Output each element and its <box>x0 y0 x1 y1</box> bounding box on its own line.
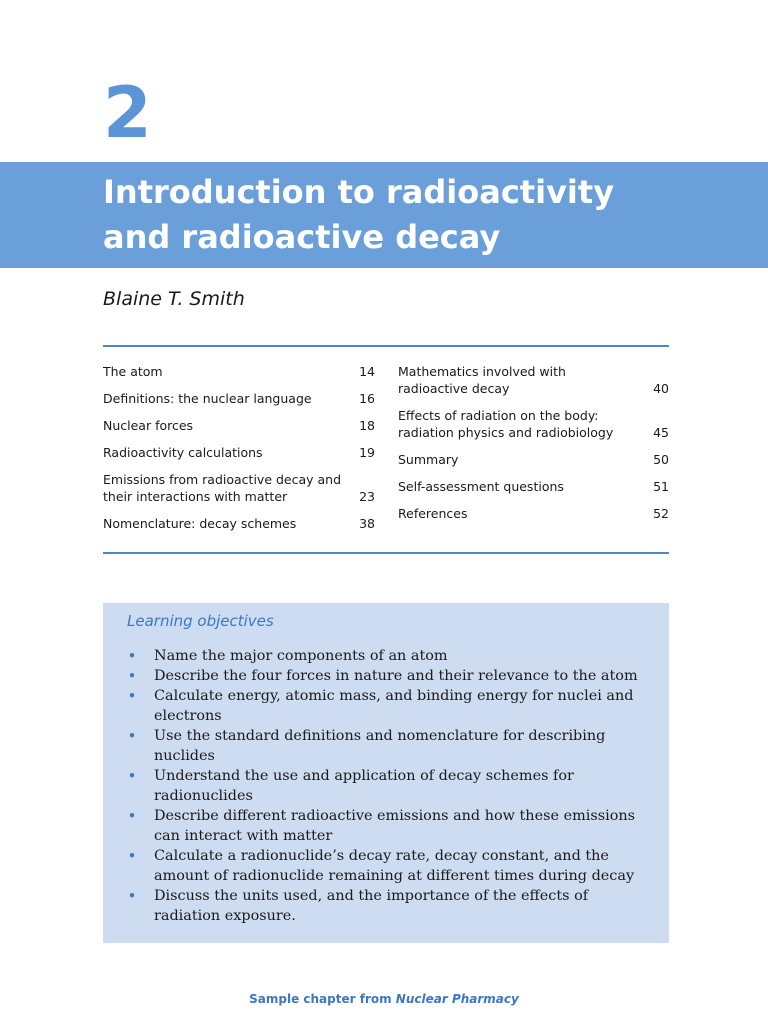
objective-text: Use the standard definitions and nomenclature for describing nuclides <box>154 728 606 764</box>
author-name: Blaine T. Smith <box>103 288 245 310</box>
list-item <box>127 886 652 926</box>
toc-entry-page: 23 <box>359 489 375 504</box>
toc-entry-title: Mathematics involved with radioactive decay <box>398 364 566 396</box>
chapter-title <box>103 170 743 260</box>
toc-entry-page: 51 <box>653 479 669 494</box>
toc-entry-title: Definitions: the nuclear language <box>103 391 312 406</box>
toc-entry[interactable] <box>398 505 669 522</box>
toc-entry[interactable] <box>103 417 375 434</box>
objective-text: Name the major components of an atom <box>154 648 448 664</box>
toc-entry-title: The atom <box>103 364 163 379</box>
toc-top-rule <box>103 345 669 347</box>
footer <box>0 992 768 1006</box>
toc-entry-page: 14 <box>359 364 375 379</box>
toc-entry-page: 40 <box>653 381 669 396</box>
toc-entry-title: Nuclear forces <box>103 418 194 433</box>
toc-entry-title: Radioactivity calculations <box>103 445 263 460</box>
objective-text: Describe different radioactive emissions and how these emissions can interact with matter <box>154 808 636 844</box>
learning-objectives-list <box>127 646 652 926</box>
toc-entry[interactable] <box>398 478 669 495</box>
objective-text: Understand the use and application of decay schemes for radionuclides <box>154 768 574 804</box>
toc-entry-page: 52 <box>653 506 669 521</box>
toc-right-column <box>398 363 669 532</box>
list-item <box>127 666 652 686</box>
toc-entry[interactable] <box>103 515 375 532</box>
toc-entry-page: 16 <box>359 391 375 406</box>
toc-entry[interactable] <box>398 407 669 441</box>
bullet-icon: • <box>127 807 137 825</box>
toc-entry[interactable] <box>103 444 375 461</box>
footer-prefix: Sample chapter from <box>249 992 396 1006</box>
objective-text: Calculate energy, atomic mass, and binding energy for nuclei and electrons <box>154 688 634 724</box>
list-item <box>127 766 652 806</box>
bullet-icon: • <box>127 667 137 685</box>
toc-entry[interactable] <box>398 451 669 468</box>
objective-text: Calculate a radionuclide’s decay rate, decay constant, and the amount of radionuclide remaining at different times during decay <box>154 848 635 884</box>
bullet-icon: • <box>127 767 137 785</box>
list-item <box>127 726 652 766</box>
list-item <box>127 806 652 846</box>
toc-entry-title: Emissions from radioactive decay and their interactions with matter <box>103 472 342 504</box>
toc-bottom-rule <box>103 552 669 554</box>
toc-entry-page: 19 <box>359 445 375 460</box>
toc-entry[interactable] <box>103 471 375 505</box>
objective-text: Discuss the units used, and the importance of the effects of radiation exposure. <box>154 888 589 924</box>
toc-entry-page: 50 <box>653 452 669 467</box>
toc-entry-title: References <box>398 506 468 521</box>
toc-entry-page: 45 <box>653 425 669 440</box>
list-item <box>127 686 652 726</box>
toc-entry[interactable] <box>398 363 669 397</box>
chapter-number: 2 <box>103 72 152 154</box>
bullet-icon: • <box>127 847 137 865</box>
bullet-icon: • <box>127 647 137 665</box>
toc-left-column <box>103 363 375 542</box>
footer-book-title: Nuclear Pharmacy <box>395 992 519 1006</box>
toc-entry-page: 38 <box>359 516 375 531</box>
toc-entry-page: 18 <box>359 418 375 433</box>
toc-entry-title: Effects of radiation on the body: radiation physics and radiobiology <box>398 408 614 440</box>
learning-objectives-heading: Learning objectives <box>127 612 274 630</box>
bullet-icon: • <box>127 887 137 905</box>
toc-entry[interactable] <box>103 390 375 407</box>
toc-entry[interactable] <box>103 363 375 380</box>
chapter-title-line-2: and radioactive decay <box>103 218 501 256</box>
toc-entry-title: Self-assessment questions <box>398 479 564 494</box>
toc-entry-title: Nomenclature: decay schemes <box>103 516 297 531</box>
bullet-icon: • <box>127 727 137 745</box>
toc-entry-title: Summary <box>398 452 459 467</box>
objective-text: Describe the four forces in nature and their relevance to the atom <box>154 668 638 684</box>
list-item <box>127 846 652 886</box>
list-item <box>127 646 652 666</box>
bullet-icon: • <box>127 687 137 705</box>
chapter-title-line-1: Introduction to radioactivity <box>103 173 615 211</box>
